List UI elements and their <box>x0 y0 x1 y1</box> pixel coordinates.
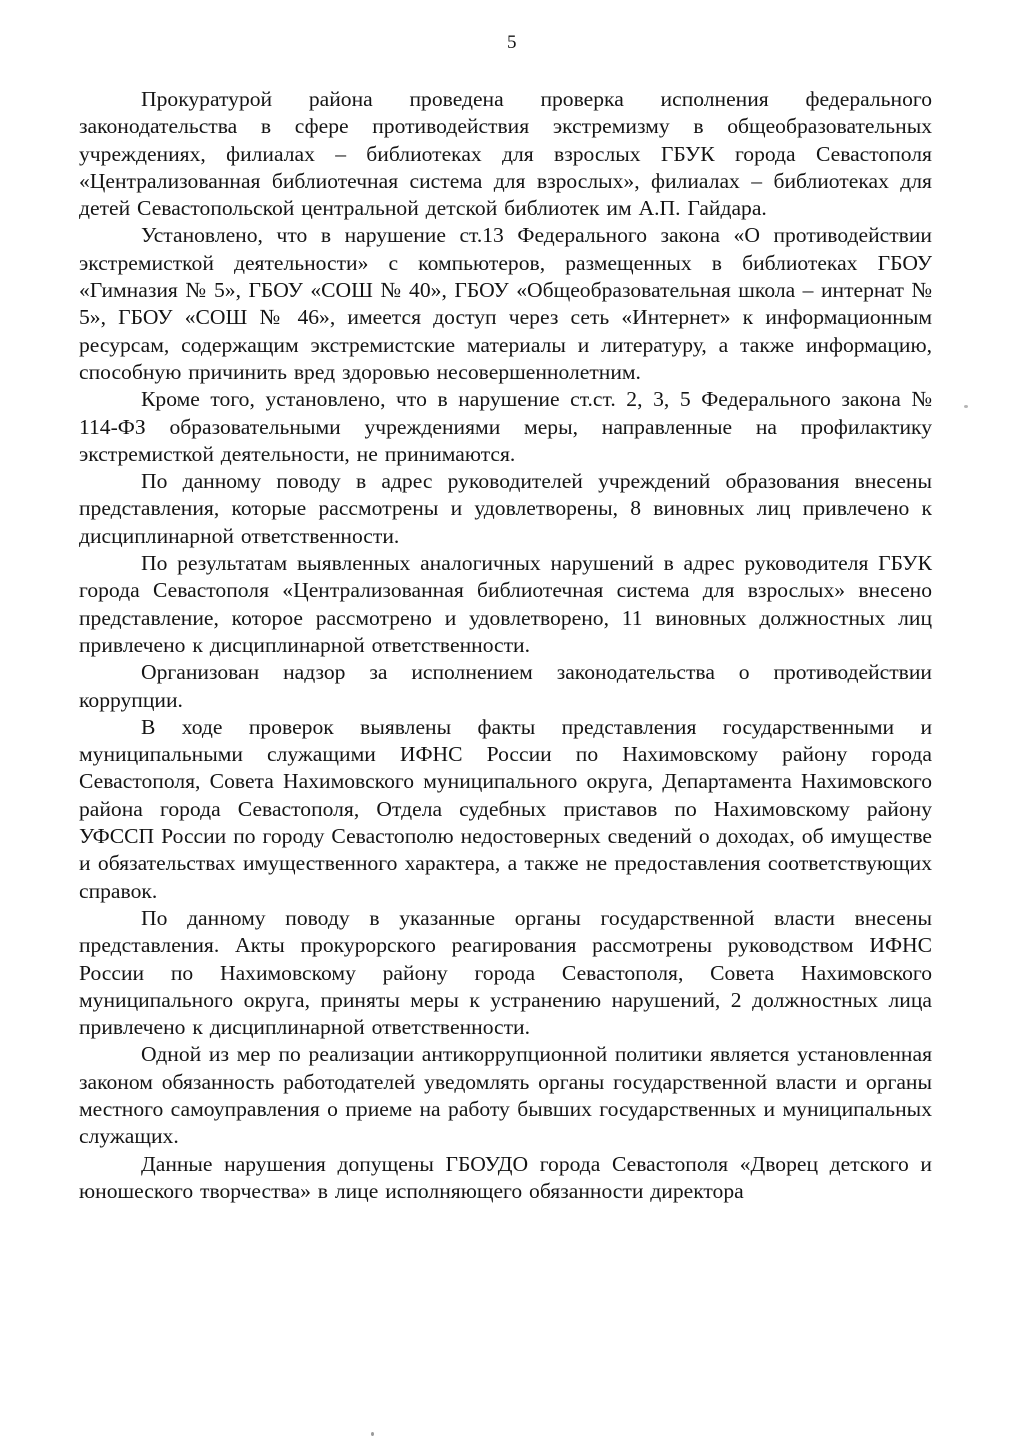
document-body <box>79 86 932 1205</box>
paragraph: По данному поводу в адрес руководителей учреждений образования внесены представления, которые рассмотрены и удовлетворены, 8 виновных лиц привлечено к дисциплинарной ответственности. <box>79 469 932 548</box>
paragraph: Организован надзор за исполнением законодательства о противодействии коррупции. <box>79 660 932 712</box>
paragraph: По данному поводу в указанные органы государственной власти внесены представления. Акты прокурорского реагирования рассмотрены руководством ИФНС России по Нахимовскому району города Севастополя, Совета Нахимовского муниципального округа, приняты меры к устранению нарушений, 2 должностных лица привлечено к дисциплинарной ответственности. <box>79 905 932 1040</box>
paragraph: Данные нарушения допущены ГБОУДО города Севастополя «Дворец детского и юношеского творчества» в лице исполняющего обязанности директора <box>79 1151 932 1203</box>
page-number: 5 <box>507 32 517 53</box>
paragraph: Установлено, что в нарушение ст.13 Федерального закона «О противодействии экстремисткой деятельности» с компьютеров, размещенных в библиотеках ГБОУ «Гимназия № 5», ГБОУ «СОШ № 40», ГБОУ «Общеобразовательная школа – интернат № 5», ГБОУ «СОШ № 46», имеется доступ через сеть «Интернет» к информационным ресурсам, содержащим экстремистские материалы и литературу, а также информацию, способную причинить вред здоровью несовершеннолетним. <box>79 223 932 384</box>
scan-speck <box>964 405 968 408</box>
paragraph: В ходе проверок выявлены факты представления государственными и муниципальными служащими ИФНС России по Нахимовскому району города Севастополя, Совета Нахимовского муниципального округа, Департамента Нахимовского района города Севастополя, Отдела судебных приставов по Нахимовскому району УФССП России по городу Севастополю недостоверных сведений о доходах, об имуществе и обязательствах имущественного характера, а также не предоставления соответствующих справок. <box>79 714 932 903</box>
paragraph: Кроме того, установлено, что в нарушение ст.ст. 2, 3, 5 Федерального закона № 114-ФЗ образовательными учреждениями меры, направленные на профилактику экстремисткой деятельности, не принимаются. <box>79 387 932 466</box>
scan-speck <box>371 1432 374 1436</box>
paragraph: Одной из мер по реализации антикоррупционной политики является установленная законом обязанность работодателей уведомлять органы государственной власти и органы местного самоуправления о приеме на работу бывших государственных и муниципальных служащих. <box>79 1042 932 1149</box>
paragraph: Прокуратурой района проведена проверка исполнения федерального законодательства в сфере противодействия экстремизму в общеобразовательных учреждениях, филиалах – библиотеках для взрослых ГБУК города Севастополя «Централизованная библиотечная система для взрослых», филиалах – библиотеках для детей Севастопольской центральной детской библиотек им А.П. Гайдара. <box>79 87 932 221</box>
paragraph: По результатам выявленных аналогичных нарушений в адрес руководителя ГБУК города Севастополя «Централизованная библиотечная система для взрослых» внесено представление, которое рассмотрено и удовлетворено, 11 виновных должностных лиц привлечено к дисциплинарной ответственности. <box>79 551 932 657</box>
